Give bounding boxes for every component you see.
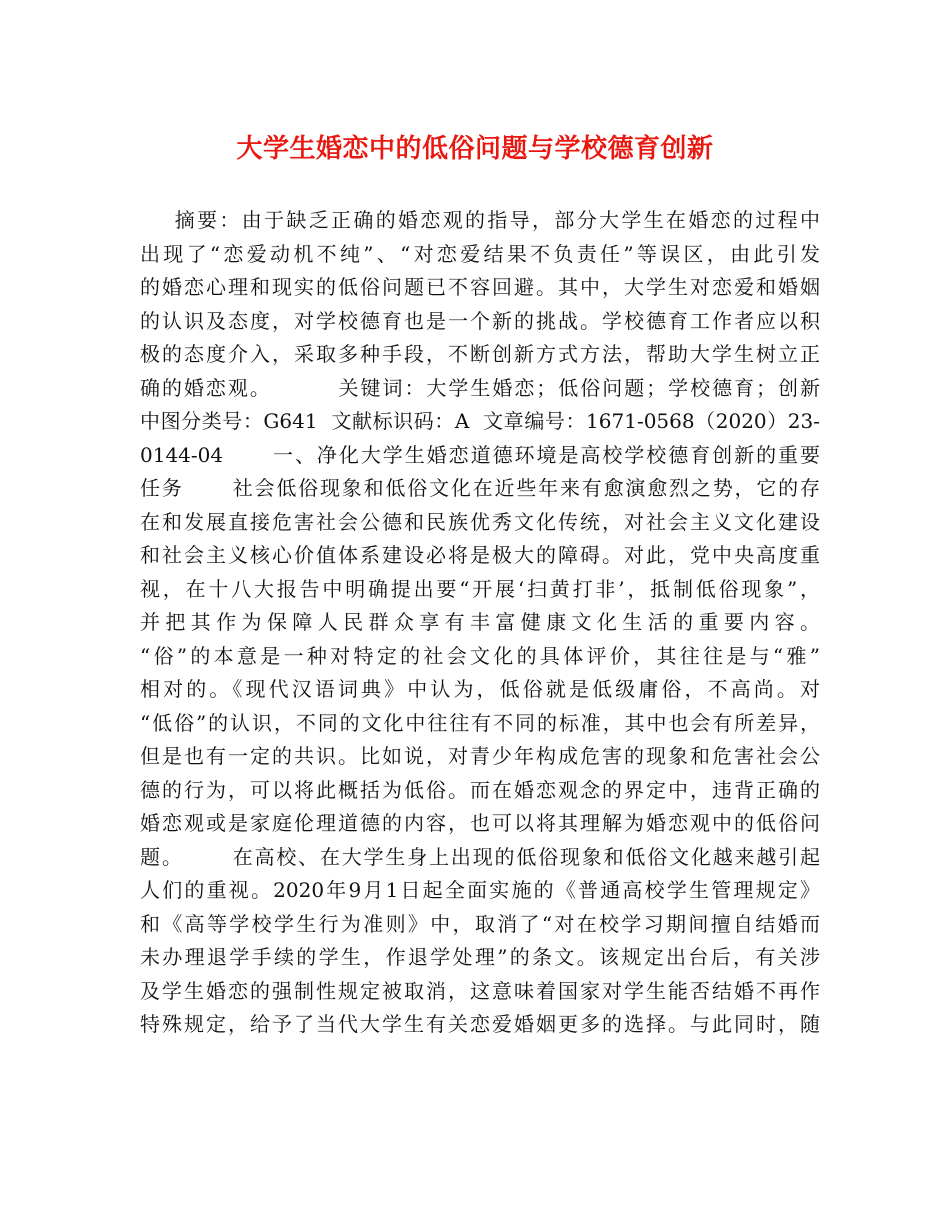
body-line: 任务 社会低俗现象和低俗文化在近些年来有愈演愈烈之势，它的存	[140, 476, 820, 500]
body-line: 出现了“恋爱动机不纯”、“对恋爱结果不负责任”等误区，由此引发	[140, 241, 820, 266]
body-line: 相对的。《现代汉语词典》中认为，低俗就是低级庸俗，不高尚。对	[140, 677, 820, 701]
body-line: 德的行为，可以将此概括为低俗。而在婚恋观念的界定中，违背正确的	[140, 777, 820, 802]
body-line: 并把其作为保障人民群众享有丰富健康文化生活的重要内容。	[140, 610, 820, 634]
body-line: 视，在十八大报告中明确提出要“开展‘扫黄打非’，抵制低俗现象”，	[140, 576, 820, 601]
document-title: 大学生婚恋中的低俗问题与学校德育创新	[236, 134, 714, 164]
body-line: 和《高等学校学生行为准则》中，取消了“对在校学习期间擅自结婚而	[140, 911, 820, 936]
document-body	[140, 204, 820, 1042]
body-line: 但是也有一定的共识。比如说，对青少年构成危害的现象和危害社会公	[140, 744, 820, 768]
body-line: 极的态度介入，采取多种手段，不断创新方式方法，帮助大学生树立正	[140, 342, 820, 366]
body-line: 特殊规定，给予了当代大学生有关恋爱婚姻更多的选择。与此同时，随	[140, 1012, 820, 1036]
body-line: 中图分类号：G641 文献标识码：A 文章编号：1671-0568（2020）23-	[140, 409, 820, 433]
body-line: 婚恋观或是家庭伦理道德的内容，也可以将其理解为婚恋观中的低俗问	[140, 811, 820, 835]
body-line: “俗”的本意是一种对特定的社会文化的具体评价，其往往是与“雅”	[140, 643, 820, 668]
body-line: 摘要：由于缺乏正确的婚恋观的指导，部分大学生在婚恋的过程中	[140, 208, 820, 232]
body-line: 的婚恋心理和现实的低俗问题已不容回避。其中，大学生对恋爱和婚姻	[140, 275, 820, 299]
body-line: “低俗”的认识，不同的文化中往往有不同的标准，其中也会有所差异，	[140, 710, 820, 735]
body-line: 及学生婚恋的强制性规定被取消，这意味着国家对学生能否结婚不再作	[140, 978, 820, 1003]
body-line: 的认识及态度，对学校德育也是一个新的挑战。学校德育工作者应以积	[140, 308, 820, 333]
body-line: 确的婚恋观。 关键词：大学生婚恋；低俗问题；学校德育；创新	[140, 375, 820, 400]
body-line: 人们的重视。2020年9月1日起全面实施的《普通高校学生管理规定》	[140, 878, 820, 902]
body-line: 未办理退学手续的学生，作退学处理”的条文。该规定出台后，有关涉	[140, 945, 820, 969]
body-line: 在和发展直接危害社会公德和民族优秀文化传统，对社会主义文化建设	[140, 509, 820, 534]
body-line: 题。 在高校、在大学生身上出现的低俗现象和低俗文化越来越引起	[140, 844, 820, 869]
body-line: 0144-04 一、净化大学生婚恋道德环境是高校学校德育创新的重要	[140, 442, 820, 467]
body-line: 和社会主义核心价值体系建设必将是极大的障碍。对此，党中央高度重	[140, 543, 820, 567]
